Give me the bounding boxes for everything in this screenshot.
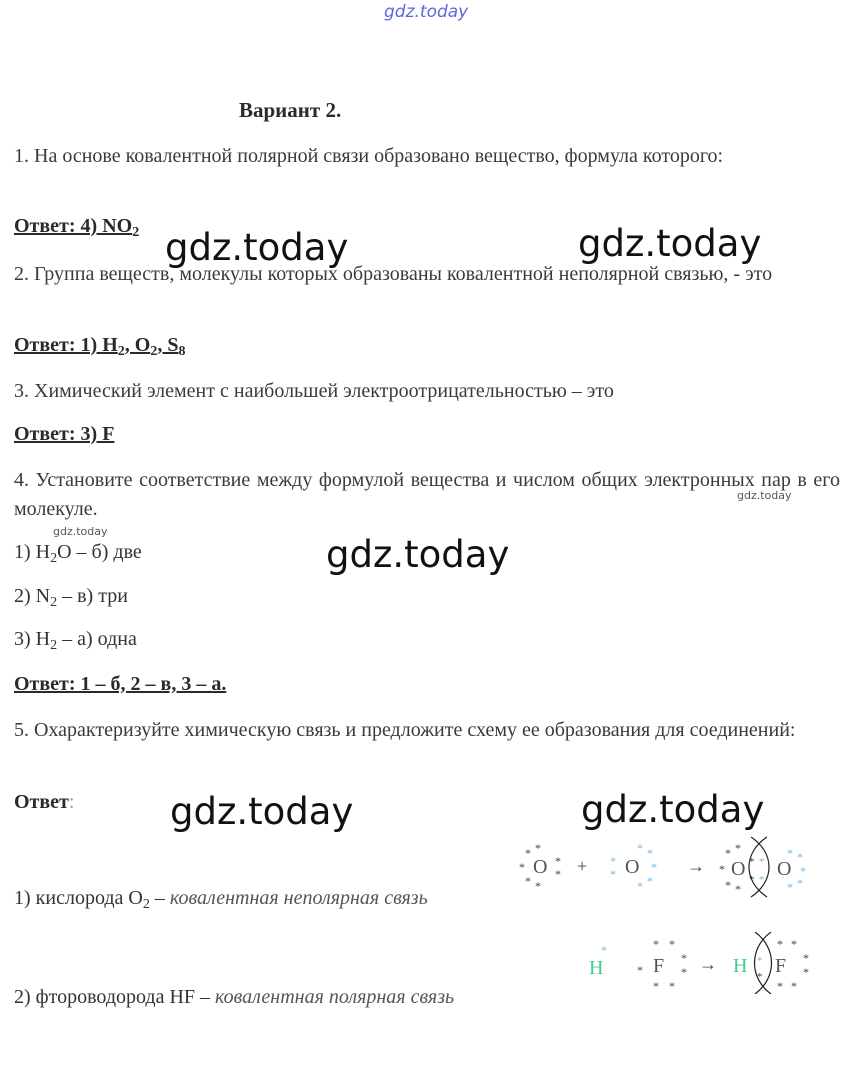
- svg-text:*: *: [735, 882, 741, 896]
- watermark-small: gdz.today: [737, 489, 792, 502]
- svg-text:*: *: [637, 963, 643, 977]
- svg-text:*: *: [757, 955, 763, 967]
- svg-text:*: *: [787, 846, 793, 860]
- svg-text:*: *: [601, 943, 607, 957]
- svg-text:*: *: [749, 874, 755, 886]
- svg-text:*: *: [525, 846, 531, 860]
- svg-text:*: *: [681, 951, 687, 965]
- svg-text:*: *: [759, 856, 765, 868]
- question-4: 4. Установите соответствие между формулой вещества и числом общих электронных пар в его молекуле.: [14, 469, 840, 520]
- svg-text:*: *: [759, 874, 765, 886]
- answer-3: Ответ: 3) F: [14, 423, 115, 445]
- page-title: Вариант 2.: [239, 98, 342, 122]
- svg-text:*: *: [719, 862, 725, 876]
- oxygen-atom-1: O: [533, 856, 548, 878]
- svg-text:*: *: [797, 876, 803, 890]
- watermark: gdz.today: [581, 788, 765, 831]
- svg-text:*: *: [725, 846, 731, 860]
- watermark-top: gdz.today: [384, 2, 469, 22]
- svg-text:*: *: [735, 841, 741, 855]
- product-oxygen-1: O: [731, 858, 746, 880]
- plus-sign: +: [577, 856, 588, 876]
- match-item-1: 1) $H_2O - б$) две: [14, 541, 142, 566]
- answer-1: Ответ: 4) $NO_2$: [14, 215, 140, 240]
- svg-text:*: *: [803, 965, 809, 979]
- svg-text:*: *: [787, 880, 793, 894]
- bond-item-1: 1) кислорода $O_2$ – ковалентная неполярная связь: [14, 887, 428, 912]
- svg-text:*: *: [669, 979, 675, 993]
- svg-text:*: *: [555, 854, 561, 868]
- watermark: gdz.today: [170, 790, 354, 833]
- watermark: gdz.today: [326, 533, 510, 576]
- svg-text:*: *: [653, 937, 659, 951]
- watermark: gdz.today: [578, 222, 762, 265]
- svg-text:*: *: [777, 979, 783, 993]
- svg-text:*: *: [610, 867, 616, 881]
- svg-text:*: *: [777, 937, 783, 951]
- svg-text:*: *: [525, 874, 531, 888]
- svg-text:*: *: [647, 846, 653, 860]
- svg-text:*: *: [555, 867, 561, 881]
- hydrogen-atom-2: H: [733, 955, 748, 977]
- product-oxygen-2: O: [777, 858, 792, 880]
- match-item-3: 3) $H_2 - а$) одна: [14, 628, 137, 653]
- fluorine-atom-2: F: [775, 955, 787, 977]
- answer-4: Ответ: 1 – б, 2 – в, 3 – а.: [14, 673, 227, 695]
- svg-text:*: *: [749, 856, 755, 868]
- svg-text:*: *: [725, 878, 731, 892]
- o2-formation-scheme: [515, 835, 815, 900]
- svg-text:*: *: [681, 965, 687, 979]
- reaction-arrow: →: [699, 954, 717, 974]
- watermark: gdz.today: [165, 226, 349, 269]
- reaction-arrow: →: [687, 856, 705, 876]
- svg-text:*: *: [610, 854, 616, 868]
- svg-text:*: *: [797, 850, 803, 864]
- question-3: 3. Химический элемент с наибольшей электроотрицательностью – это: [14, 380, 614, 402]
- answer-2: Ответ: 1) $H_2$, $O_2$, $S_8$: [14, 334, 186, 359]
- svg-text:*: *: [791, 937, 797, 951]
- svg-text:*: *: [791, 979, 797, 993]
- hf-formation-scheme: [585, 932, 825, 994]
- bond-item-2: 2) фтороводорода HF – ковалентная полярная связь: [14, 986, 455, 1008]
- fluorine-atom-1: F: [653, 955, 665, 977]
- question-1: 1. На основе ковалентной полярной связи образовано вещество, формула которого:: [14, 145, 724, 167]
- svg-text:*: *: [519, 860, 525, 874]
- svg-text:*: *: [800, 864, 806, 878]
- svg-text:*: *: [535, 879, 541, 893]
- question-5: 5. Охарактеризуйте химическую связь и предложите схему ее образования для соединений:: [14, 719, 796, 741]
- question-2: 2. Группа веществ, молекулы которых образованы ковалентной неполярной связью, - это: [14, 263, 773, 285]
- svg-text:*: *: [669, 937, 675, 951]
- svg-text:*: *: [803, 951, 809, 965]
- oxygen-atom-2: O: [625, 856, 640, 878]
- answer-5-label: Ответ:: [14, 791, 75, 813]
- svg-text:*: *: [637, 879, 643, 893]
- svg-text:*: *: [637, 841, 643, 855]
- svg-text:*: *: [757, 971, 763, 983]
- svg-text:*: *: [653, 979, 659, 993]
- watermark-small: gdz.today: [53, 525, 108, 538]
- svg-text:*: *: [535, 841, 541, 855]
- svg-text:*: *: [647, 874, 653, 888]
- svg-text:*: *: [651, 860, 657, 874]
- hydrogen-atom-1: H: [589, 957, 604, 979]
- match-item-2: 2) $N_2 - в$) три: [14, 585, 128, 610]
